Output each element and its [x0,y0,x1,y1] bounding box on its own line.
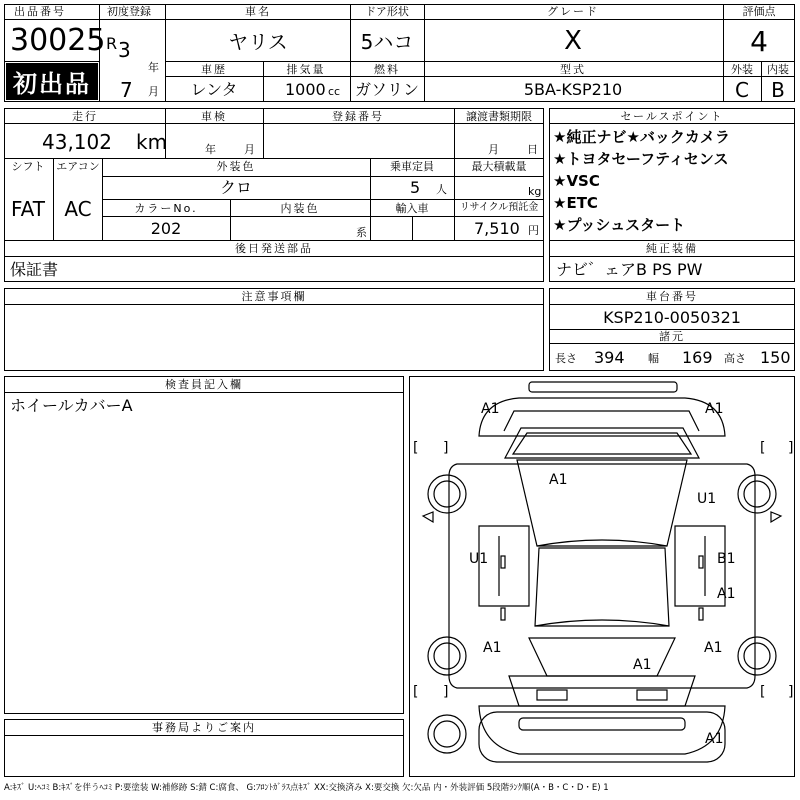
sales-point-item: ★トヨタセーフティセンス [553,150,729,168]
damage-mark: A1 [481,401,500,417]
genuine-label: 純正装備 [646,242,698,255]
bracket: ] [788,684,794,700]
inspector-note: ホイールカバーA [10,396,133,415]
lot-label: 出品番号 [14,5,66,18]
ext-color-label: 外装色 [216,160,256,173]
grade-label: グレード [547,5,599,18]
bracket: [ [413,440,419,456]
damage-legend: A:ｷｽﾞ U:ﾍｺﾐ B:ｷｽﾞを伴うﾍｺﾐ P:要塗装 W:補修跡 S:錆 C:腐食、 G:ﾌﾛﾝﾄｶﾞﾗｽ点ｷｽﾞ XX:交換済み X:要交換 欠:欠品 内・外装評価 5段階ﾗﾝｸ順(A・B・C・D・E) 1 [4,783,609,793]
history-label: 車歴 [201,63,227,76]
bracket: ] [788,440,794,456]
score-label: 評価点 [742,5,776,18]
width-value: 169 [682,348,713,367]
lot-number: 30025 [10,23,106,58]
aircon-value: AC [64,197,92,221]
length-label: 長さ [555,352,577,365]
damage-mark: A1 [549,472,568,488]
score-value: 4 [750,25,768,58]
ext-color-value: クロ [219,178,253,197]
chassis-value: KSP210-0050321 [603,308,741,327]
shift-value: FAT [10,197,46,221]
month-unit: 月 [148,85,159,98]
bracket: [ [413,684,419,700]
sales-points-label: セールスポイント [620,110,724,123]
aircon-label: エアコン [56,160,100,173]
model-label: 型式 [560,63,586,76]
model-value: 5BA-KSP210 [523,80,623,99]
first-listing-badge: 初出品 [6,63,98,100]
damage-mark: A1 [705,731,724,747]
inspection-year-unit: 年 [205,143,216,156]
damage-mark: A1 [483,640,502,656]
year-unit: 年 [148,61,159,74]
transfer-day-unit: 日 [527,143,538,156]
color-no-label: カラーNo. [134,202,198,215]
ext-score: C [735,78,749,102]
int-score-label: 内装 [767,63,789,76]
bracket: [ [760,440,766,456]
color-no-value: 202 [150,219,182,238]
damage-mark: A1 [705,401,724,417]
sales-point-item: ★VSC [553,172,600,190]
shift-label: シフト [11,160,45,173]
chassis-label: 車台番号 [646,290,698,303]
capacity-unit: 人 [436,183,447,196]
int-color-label: 内装色 [280,202,320,215]
capacity-label: 乗車定員 [390,160,434,173]
recycle-value: 7,510 [474,219,520,238]
import-label: 輸入車 [395,202,429,215]
sales-point-item: ★プッシュスタート [553,216,686,234]
damage-mark: U1 [469,551,489,567]
height-label: 高さ [724,352,746,365]
fuel-label: 燃料 [374,63,400,76]
mileage-unit: km [136,130,168,154]
reg-no-label: 登録番号 [332,110,384,123]
ext-score-label: 外装 [731,63,753,76]
notes-label: 注意事項欄 [241,290,307,303]
mileage-label: 走行 [72,110,98,123]
specs-label: 諸元 [659,330,685,343]
later-parts-value: 保証書 [10,260,59,279]
transfer-month-unit: 月 [488,143,499,156]
door-value: 5ハコ [360,30,414,54]
height-value: 150 [760,348,791,367]
reg-year: 3 [118,38,131,62]
bracket: [ [760,684,766,700]
width-label: 幅 [648,352,659,365]
damage-mark: A1 [704,640,723,656]
sales-point-item: ★ETC [553,194,598,212]
inspection-month-unit: 月 [244,143,255,156]
recycle-label: リサイクル預託金 [459,202,539,213]
displacement-value: 1000 [285,80,326,99]
damage-mark: A1 [633,657,652,673]
office-label: 事務局よりご案内 [152,721,256,734]
later-parts-label: 後日発送部品 [235,242,313,255]
max-load-unit: kg [528,185,542,198]
reg-month: 7 [120,78,133,102]
max-load-label: 最大積載量 [471,160,527,173]
int-color-unit: 系 [356,226,367,239]
mileage-value: 43,102 [42,130,112,154]
grade-value: X [564,26,582,56]
int-score: B [771,78,785,102]
damage-mark: A1 [717,586,736,602]
displacement-label: 排気量 [286,63,326,76]
genuine-value: ナビ゛ェアB PS PW [556,260,703,279]
fuel-value: ガソリン [354,80,420,99]
displacement-unit: cc [328,85,341,98]
history-value: レンタ [190,80,238,99]
recycle-unit: 円 [528,224,539,237]
car-diagram-drawing [409,376,795,777]
bracket: ] [443,684,449,700]
damage-mark: U1 [697,491,717,507]
inspection-label: 車検 [201,110,227,123]
sales-point-item: ★純正ナビ★バックカメラ [553,128,730,146]
car-name: ヤリス [228,30,288,54]
era: R [106,34,118,53]
length-value: 394 [594,348,625,367]
first-reg-label: 初度登録 [107,5,151,18]
inspector-box [4,376,404,714]
transfer-label: 譲渡書類期限 [466,110,532,123]
damage-mark: B1 [717,551,736,567]
car-name-label: 車名 [245,5,271,18]
capacity-value: 5 [410,178,421,197]
door-label: ドア形状 [365,5,409,18]
bracket: ] [443,440,449,456]
inspector-label: 検査員記入欄 [165,378,243,391]
